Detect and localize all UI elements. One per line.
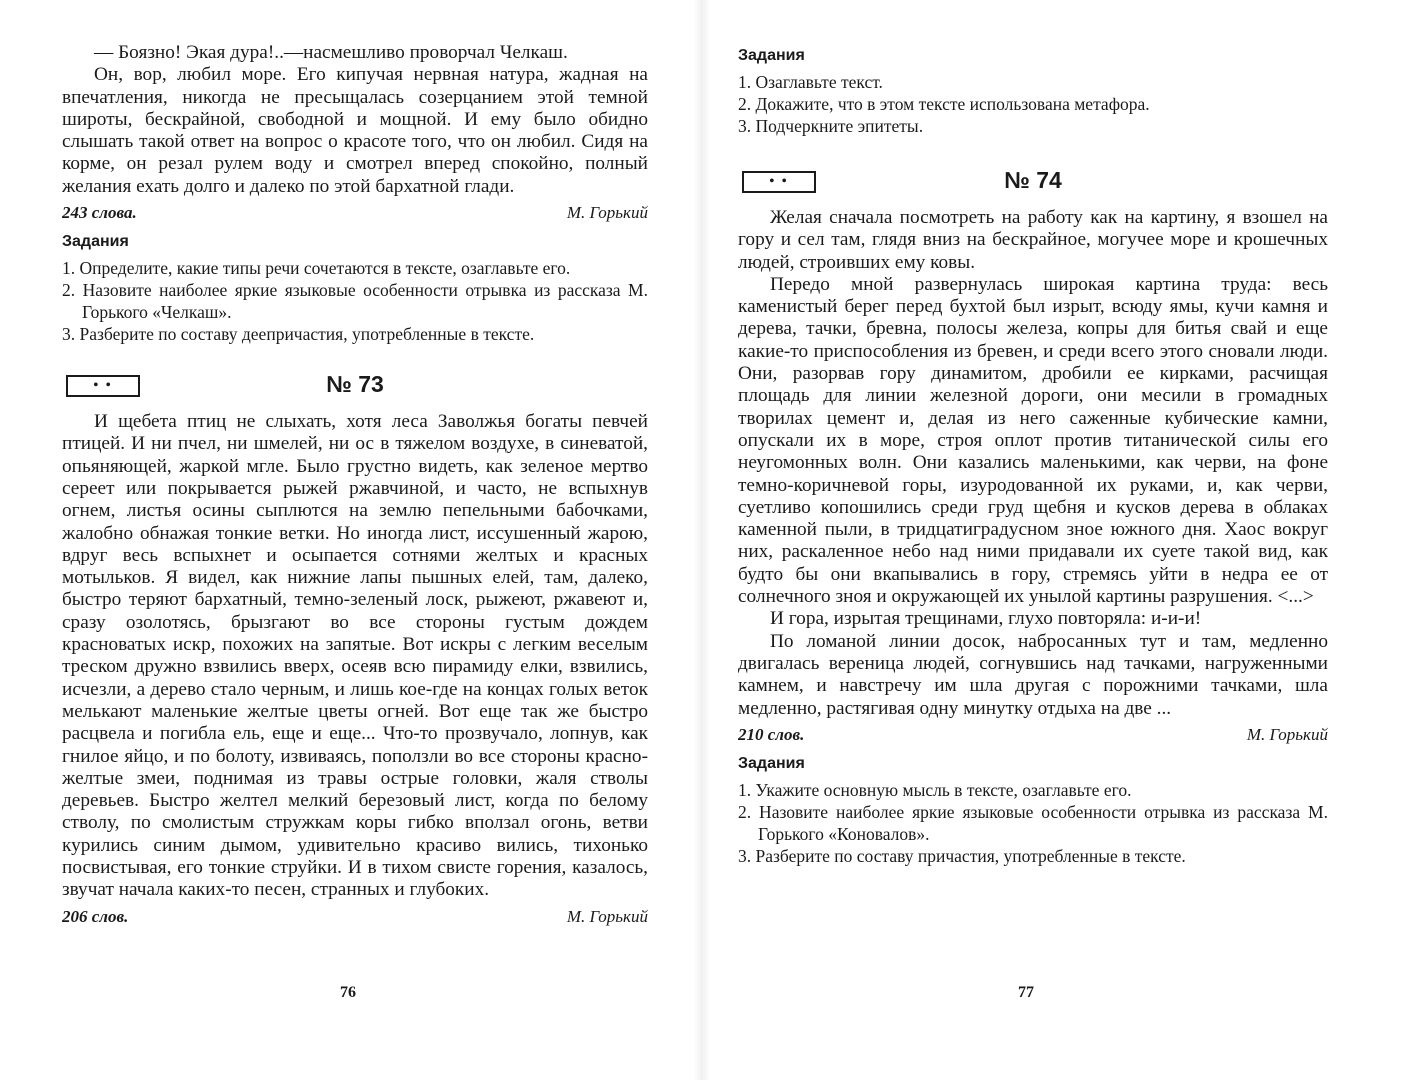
- paragraph: Передо мной развернулась широкая картина труда: весь каменистый берег перед бухтой был изрыт, всюду ямы, кучи камня и дерева, тачки, бревна, полосы железа, копры для битья свай и еще какие-то приспособления из бревен, и среди всего этого сновали люди. Они, разорвав гору динамитом, дробили ее кирками, расчищая площадь для линии железной дороги, они месили в громадных творилах цемент и, делая из него саженные кубические камни, опускали их в море, строя оплот против титанической силы его неугомонных волн. Они казались маленькими, как черви, на фоне темно-коричневой горы, изуродованной их руками, и, как черви, суетливо копошились среди груд щебня и кусков дерева в облаках каменной пыли, в тридцатиградусном зное южного дня. Хаос вокруг них, раскаленное небо над ними придавали их суете такой вид, как будто бы они вкапывались в гору, стремясь уйти в недра ее от солнечного зноя и окружающей их унылой картины разрушения. <...>: [738, 273, 1328, 608]
- task-item: 1. Озаглавьте текст.: [738, 72, 883, 92]
- page-number: 77: [1018, 984, 1034, 1001]
- word-count: 206 слов.: [62, 906, 129, 926]
- word-count: 243 слова.: [62, 203, 137, 223]
- task-item: 1. Определите, какие типы речи сочетаются в тексте, озаглавьте его.: [62, 258, 571, 279]
- dialogue-line: — Боязно! Экая дура!..—насмешливо проворчал Челкаш.: [94, 42, 568, 63]
- task-item: 2. Назовите наиболее яркие языковые особенности отрывка из рассказа М. Горького «Челкаш».: [62, 280, 648, 323]
- task-item: 2. Докажите, что в этом тексте использована метафора.: [738, 94, 1150, 114]
- book-gutter: [694, 0, 710, 1080]
- exercise-text: И щебета птиц не слыхать, хотя леса Заволжья богаты певчей птицей. И ни пчел, ни шмелей, ни ос в тяжелом воздухе, в синеватой, опьяняющей, жаркой мгле. Было грустно видеть, как зеленое мертво сереет или покрывается рыжей ржавчиной, и часто, не вспыхнув огнем, листья осины сыплются на землю пепельными бабочками, жалобно обнажая тонкие ветки. Но иногда лист, иссушенный жарою, вдруг весь вспыхнет и осыпается сотнями желтых и красных мотыльков. Я видел, как нижние лапы пышных елей, там, далеко, быстро теряют бархатный, темно-зеленый лоск, рыжеют, ржавеют и, сразу озолотясь, брызгают во все стороны густым дождем красноватых искр, похожих на запятые. Вот искры с легким веселым треском дружно взвились вверх, осеяв всю пирамиду елки, взвились, исчезли, а дерево стало черным, и лишь кое-где на концах голых веток мелькают маленькие желтые цветы огней. Вот еще так же быстро расцвела и погибла ель, еще и еще... Что-то прозвучало, лопнув, как гнилое яйцо, и по болоту, извиваясь, поползли во все стороны красно-желтые змеи, поднимая из травы острые головки, жаля стволы деревьев. Быстро желтел мелкий березовый лист, когда по белому стволу, по смолистым стружкам коры гибко вползал огонь, ветви курились синим дымом, удивительно красиво вились, тихонько посвистывая, его тонкие струйки. И в тихом свисте горения, казалось, звучат начала каких-то песен, странных и глубоких.: [62, 411, 648, 901]
- task-item: 3. Подчеркните эпитеты.: [738, 116, 924, 136]
- tasks-list: [738, 71, 1328, 137]
- right-column: [738, 46, 1328, 867]
- tasks-list: [738, 779, 1328, 867]
- left-column: [62, 42, 648, 930]
- author: М. Горький: [1246, 724, 1328, 744]
- exercise-number: № 74: [1004, 167, 1062, 193]
- signature-line: [62, 200, 648, 226]
- page-number: 76: [340, 984, 356, 1001]
- exercise-number: № 73: [326, 371, 384, 398]
- signature-line: [62, 904, 648, 930]
- paragraph: Желая сначала посмотреть на работу как на картину, я взошел на гору и сел там, глядя вниз на бескрайное, могучее море и крошечных людей, строивших ему ковы.: [738, 207, 1328, 273]
- paragraph: Он, вор, любил море. Его кипучая нервная натура, жадная на впечатления, никогда не пресыщалась созерцанием этой темной широты, бескрайной, свободной и мощной. И ему было обидно слышать такой ответ на вопрос о красоте того, что он любил. Сидя на корме, он резал рулем воду и смотрел вперед спокойно, полный желания ехать долго и далеко по этой бархатной глади.: [62, 64, 648, 197]
- task-item: 3. Разберите по составу деепричастия, употребленные в тексте.: [62, 324, 535, 345]
- task-item: 2. Назовите наиболее яркие языковые особенности отрывка из рассказа М. Горького «Коновалов».: [738, 801, 1328, 844]
- paragraph: И гора, изрытая трещинами, глухо повторяла: и-и-и!: [770, 608, 1202, 630]
- exercise-header: [738, 165, 1328, 205]
- author: М. Горький: [566, 203, 648, 223]
- tasks-heading: Задания: [738, 47, 805, 64]
- word-count: 210 слов.: [738, 724, 805, 744]
- difficulty-marker: • •: [66, 375, 140, 397]
- paragraph: По ломаной линии досок, набросанных тут и там, медленно двигалась вереница людей, согнувшись над тачками, нагруженными камнем, и навстречу им шла другая с порожними тачками, шла медленно, растягивая одну минутку отдыха на две ...: [738, 630, 1328, 719]
- difficulty-marker: • •: [742, 171, 816, 193]
- signature-line: [738, 722, 1328, 748]
- tasks-list: [62, 257, 648, 345]
- tasks-heading: Задания: [738, 754, 805, 772]
- task-item: 1. Укажите основную мысль в тексте, озаглавьте его.: [738, 779, 1132, 800]
- author: М. Горький: [566, 906, 648, 926]
- exercise-header: [62, 369, 648, 409]
- tasks-heading: Задания: [62, 233, 129, 251]
- task-item: 3. Разберите по составу причастия, употребленные в тексте.: [738, 845, 1186, 866]
